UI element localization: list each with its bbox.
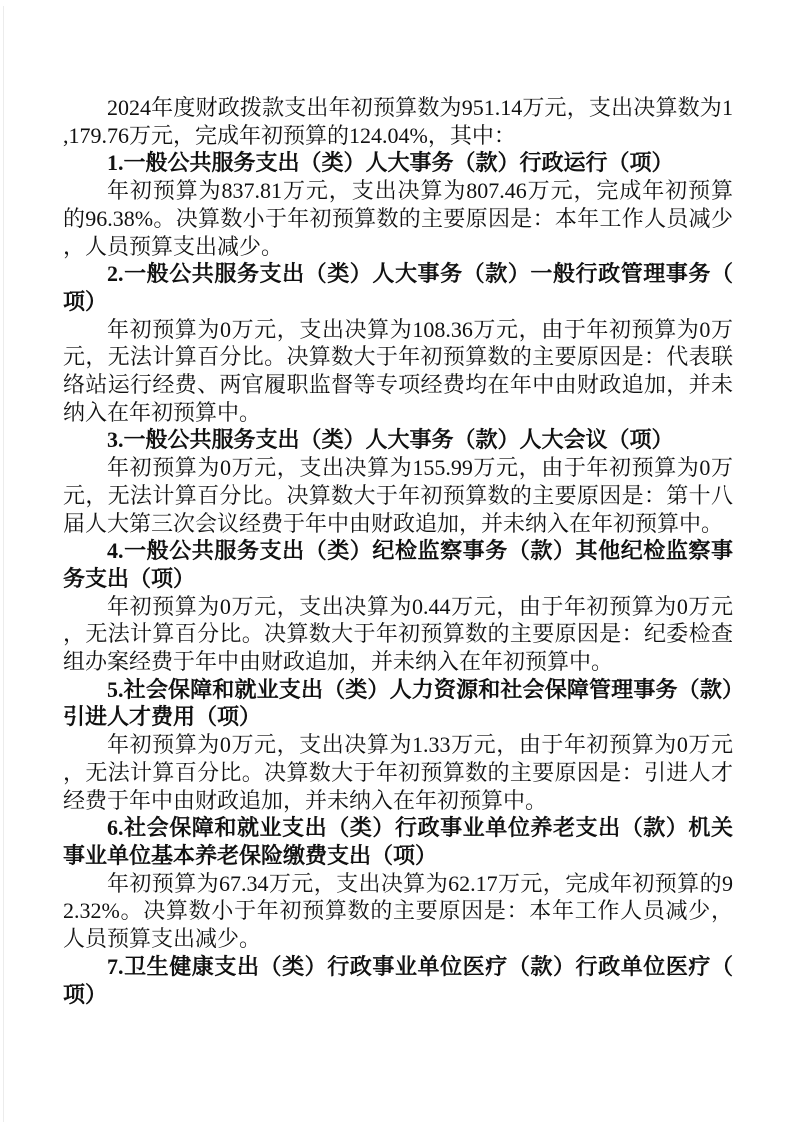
section-6-body: 年初预算为67.34万元，支出决算为62.17万元，完成年初预算的92.32%。决算数小于年初预算数的主要原因是：本年工作人员减少，人员预算支出减少。: [63, 870, 733, 952]
section-1-body: 年初预算为837.81万元，支出决算为807.46万元，完成年初预算的96.38%。决算数小于年初预算数的主要原因是：本年工作人员减少，人员预算支出减少。: [63, 178, 733, 259]
section-5-heading: 5.社会保障和就业支出（类）人力资源和社会保障管理事务（款）引进人才费用（项）: [63, 676, 733, 730]
section-3-body: 年初预算为0万元，支出决算为155.99万元，由于年初预算为0万元，无法计算百分比。决算数大于年初预算数的主要原因是：第十八届人大第三次会议经费于年中由财政追加，并未纳入在年初预算中。: [63, 455, 733, 536]
section-1-heading: 1.一般公共服务支出（类）人大事务（款）行政运行（项）: [107, 150, 674, 176]
section-5-body: 年初预算为0万元，支出决算为1.33万元，由于年初预算为0万元，无法计算百分比。决算数大于年初预算数的主要原因是：引进人才经费于年中由财政追加，并未纳入在年初预算中。: [63, 732, 733, 813]
intro-paragraph: 2024年度财政拨款支出年初预算数为951.14万元，支出决算数为1,179.76万元，完成年初预算的124.04%，其中：: [63, 95, 733, 148]
section-7-heading: 7.卫生健康支出（类）行政事业单位医疗（款）行政单位医疗（项）: [63, 953, 733, 1007]
section-4-body: 年初预算为0万元，支出决算为0.44万元，由于年初预算为0万元，无法计算百分比。决算数大于年初预算数的主要原因是：纪委检查组办案经费于年中由财政追加，并未纳入在年初预算中。: [63, 593, 733, 675]
section-2-body: 年初预算为0万元，支出决算为108.36万元，由于年初预算为0万元，无法计算百分比。决算数大于年初预算数的主要原因是：代表联络站运行经费、两官履职监督等专项经费均在年中由财政追加，并未纳入在年初预算中。: [63, 316, 733, 425]
section-6-heading: 6.社会保障和就业支出（类）行政事业单位养老支出（款）机关事业单位基本养老保险缴费支出（项）: [63, 815, 733, 868]
document-content: [63, 94, 733, 1008]
scan-edge-line: [3, 6, 4, 1122]
section-4-heading: 4.一般公共服务支出（类）纪检监察事务（款）其他纪检监察事务支出（项）: [63, 538, 733, 591]
section-3-heading: 3.一般公共服务支出（类）人大事务（款）人大会议（项）: [107, 427, 674, 453]
section-2-heading: 2.一般公共服务支出（类）人大事务（款）一般行政管理事务（项）: [63, 261, 733, 314]
